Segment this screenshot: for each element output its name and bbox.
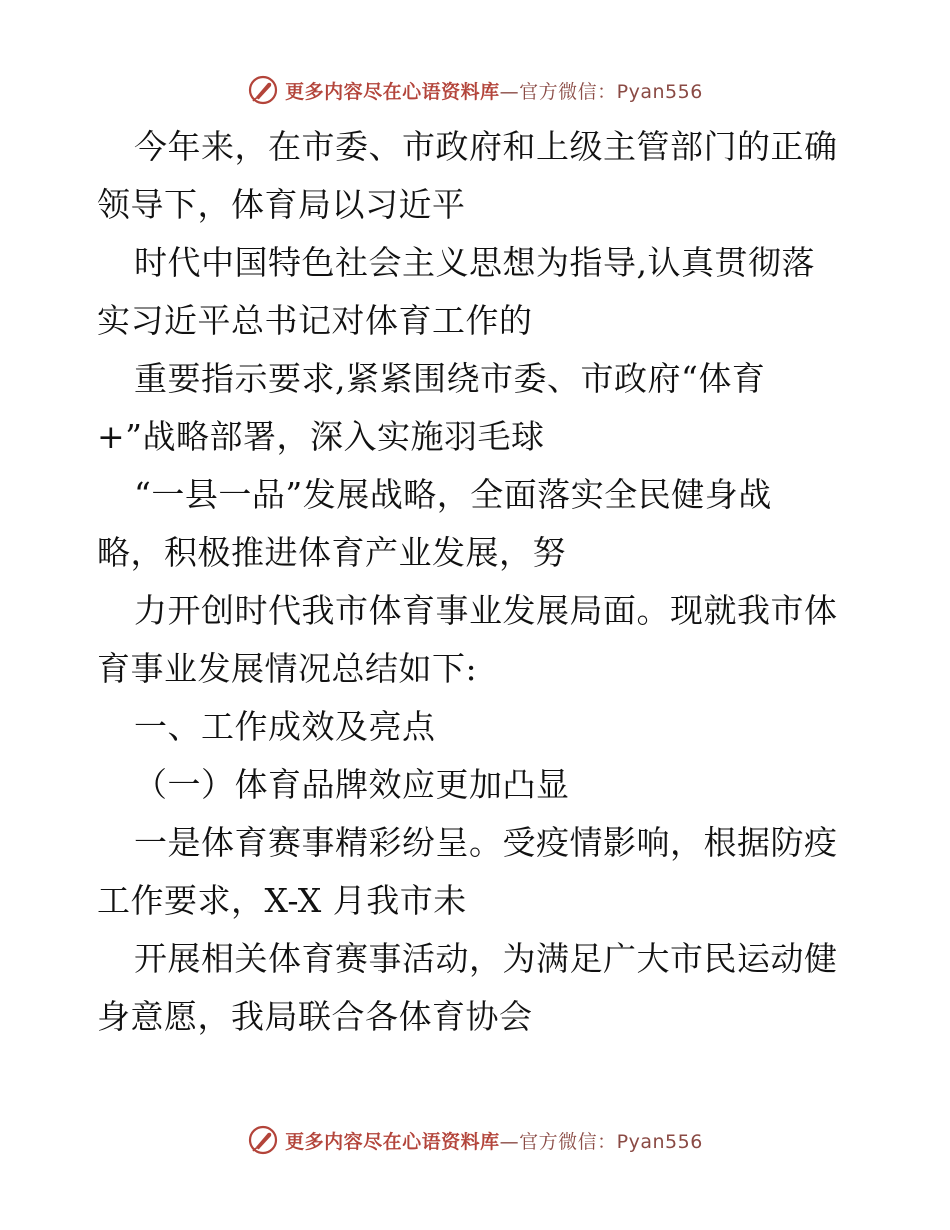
footer-watermark <box>0 1120 950 1160</box>
body-line: “一县一品”发展战略，全面落实全民健身战 <box>134 475 772 514</box>
body-line: 育事业发展情况总结如下: <box>97 649 478 688</box>
watermark-site-text: 更多内容尽在心语资料库 <box>285 80 500 103</box>
body-line: 一是体育赛事精彩纷呈。受疫情影响，根据防疫 <box>134 823 838 862</box>
body-line: 身意愿，我局联合各体育协会 <box>97 997 533 1036</box>
subsection-heading: （一）体育品牌效应更加凸显 <box>134 765 570 804</box>
header-watermark <box>0 70 950 110</box>
watermark-site-text: 更多内容尽在心语资料库 <box>285 1130 500 1153</box>
watermark-contact-text: —官方微信：Pyan556 <box>499 1130 703 1153</box>
body-line: 时代中国特色社会主义思想为指导,认真贯彻落 <box>134 243 815 282</box>
section-heading: 一、工作成效及亮点 <box>134 707 436 746</box>
body-line: 今年来，在市委、市政府和上级主管部门的正确 <box>134 127 838 166</box>
body-line: 略，积极推进体育产业发展，努 <box>97 533 566 572</box>
quill-logo-icon <box>247 74 279 106</box>
body-line: 工作要求，X-X 月我市未 <box>97 881 467 920</box>
body-line: 重要指示要求,紧紧围绕市委、市政府“体育 <box>134 359 766 398</box>
quill-logo-icon <box>247 1124 279 1156</box>
body-line: 领导下，体育局以习近平 <box>97 185 466 224</box>
body-line: 开展相关体育赛事活动，为满足广大市民运动健 <box>134 939 838 978</box>
body-line: +”战略部署，深入实施羽毛球 <box>97 417 545 456</box>
document-body <box>97 118 877 1046</box>
watermark-contact-text: —官方微信：Pyan556 <box>499 80 703 103</box>
body-line: 实习近平总书记对体育工作的 <box>97 301 533 340</box>
body-line: 力开创时代我市体育事业发展局面。现就我市体 <box>134 591 838 630</box>
